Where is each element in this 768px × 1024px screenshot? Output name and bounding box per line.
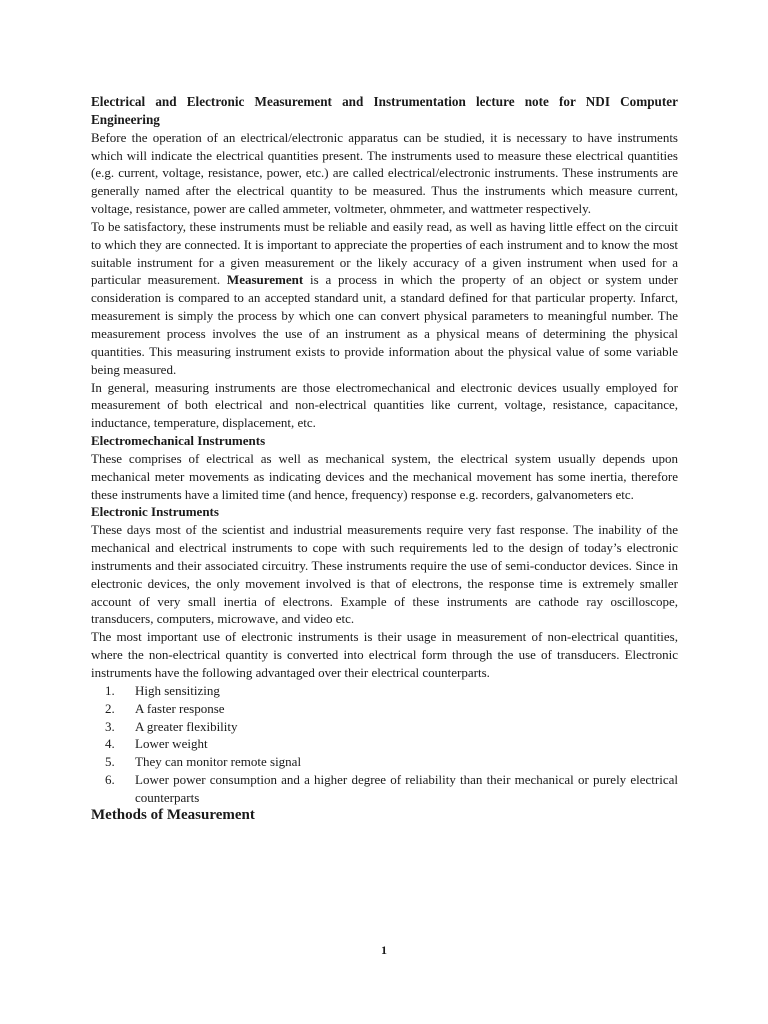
- list-item-number: 2.: [105, 700, 115, 716]
- satisfactory-text-end: is a process in which the property of an object or system under consideration is compared to an accepted standard unit, a standard defined for that particular property. Infarct, measurement is simply the process by which one can convert physical parameters to meaningful number. The measurement process involves the use of an instrument as a physical means of determining the physical quantities. This measuring instrument exists to provide information about the physical value of some variable being measured.: [91, 272, 678, 377]
- list-item-text: They can monitor remote signal: [135, 754, 302, 770]
- list-item-text: Lower power consumption and a higher degree of reliability than their mechanical or purely electrical counterparts: [135, 772, 678, 805]
- electronic-heading: Electronic Instruments: [91, 504, 219, 520]
- list-item-number: 4.: [105, 736, 115, 752]
- advantages-list: [91, 682, 678, 807]
- list-item-number: 6.: [105, 772, 115, 788]
- list-item: [105, 682, 678, 700]
- list-item: [105, 735, 678, 753]
- page-number: 1: [381, 943, 387, 957]
- list-item: [105, 771, 678, 807]
- list-item-number: 5.: [105, 754, 115, 770]
- satisfactory-paragraph: [91, 218, 678, 379]
- list-item-number: 1.: [105, 682, 115, 698]
- document-title: Electrical and Electronic Measurement and Instrumentation lecture note for NDI Computer Engineering: [91, 94, 678, 127]
- document-body: [91, 93, 678, 825]
- electronic-usage-paragraph: The most important use of electronic instruments is their usage in measurement of non-electrical quantities, where the non-electrical quantity is converted into electrical form through the use of transducers. Electronic instruments have the following advantaged over their electrical counterparts.: [91, 629, 678, 680]
- measurement-term: Measurement: [226, 272, 304, 288]
- electromechanical-heading: Electromechanical Instruments: [91, 433, 266, 449]
- electronic-paragraph: These days most of the scientist and industrial measurements require very fast response. The inability of the mechanical and electrical instruments to cope with such requirements led to the design of today’s electronic instruments and their associated circuitry. These instruments require the use of semi-conductor devices. Since in electronic devices, the only movement involved is that of electrons, the response time is extremely smaller account of very small inertia of electrons. Example of these instruments are cathode ray oscilloscope, transducers, computers, microwave, and video etc.: [91, 522, 678, 627]
- list-item-text: A greater flexibility: [135, 718, 238, 734]
- general-paragraph: In general, measuring instruments are those electromechanical and electronic devices usually employed for measurement of both electrical and non-electrical quantities like current, voltage, resistance, capacitance, inductance, temperature, displacement, etc.: [91, 379, 678, 431]
- list-item: [105, 718, 678, 736]
- list-item: [105, 700, 678, 718]
- electromechanical-paragraph: These comprises of electrical as well as mechanical system, the electrical system usually depends upon mechanical meter movements as indicating devices and the mechanical movement has some inertia, therefore these instruments have a limited time (and hence, frequency) response e.g. recorders, galvanometers etc.: [91, 450, 678, 502]
- list-item-text: Lower weight: [135, 736, 208, 752]
- intro-paragraph: Before the operation of an electrical/electronic apparatus can be studied, it is necessary to have instruments which will indicate the electrical quantities present. The instruments used to measure these electrical quantities (e.g. current, voltage, resistance, power, etc.) are called electrical/electronic instruments. These instruments are generally named after the electrical quantity to be measured. Thus the instruments which measure current, voltage, resistance, power are called ammeter, voltmeter, ohmmeter, and wattmeter respectively.: [91, 129, 678, 217]
- list-item: [105, 753, 678, 771]
- list-item-text: High sensitizing: [135, 682, 220, 698]
- methods-heading: Methods of Measurement: [91, 806, 255, 823]
- satisfactory-text-start: To be satisfactory, these instruments must be reliable and easily read, as well as having little effect on the circuit to which they are connected. It is important to appreciate the properties of each instrument and to know the most suitable instrument for a given measurement or the likely accuracy of a given instrument when used for a particular measurement.: [91, 218, 678, 288]
- list-item-text: A faster response: [135, 700, 225, 716]
- list-item-number: 3.: [105, 718, 115, 734]
